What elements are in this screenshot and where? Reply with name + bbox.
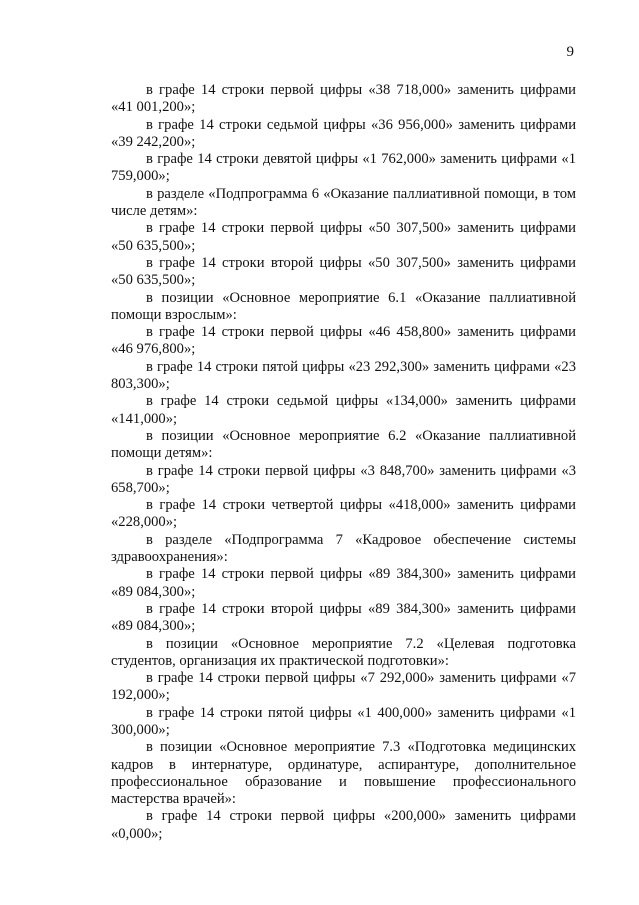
paragraph: в графе 14 строки седьмой цифры «134,000» заменить цифрами «141,000»; xyxy=(111,393,576,427)
paragraph: в позиции «Основное мероприятие 6.2 «Оказание паллиативной помощи детям»: xyxy=(111,427,576,462)
document-body xyxy=(111,82,576,843)
paragraph: в графе 14 строки второй цифры «50 307,500» заменить цифрами «50 635,500»; xyxy=(111,254,576,289)
paragraph: в разделе «Подпрограмма 6 «Оказание паллиативной помощи, в том числе детям»: xyxy=(111,185,576,220)
paragraph: в графе 14 строки пятой цифры «23 292,300» заменить цифрами «23 803,300»; xyxy=(111,358,576,393)
paragraph: в графе 14 строки седьмой цифры «36 956,000» заменить цифрами «39 242,200»; xyxy=(111,116,576,150)
page-number: 9 xyxy=(566,44,574,60)
paragraph: в графе 14 строки четвертой цифры «418,000» заменить цифрами «228,000»; xyxy=(111,497,576,531)
paragraph: в графе 14 строки первой цифры «50 307,500» заменить цифрами «50 635,500»; xyxy=(111,220,576,254)
paragraph: в графе 14 строки первой цифры «38 718,000» заменить цифрами «41 001,200»; xyxy=(111,82,576,116)
paragraph: в графе 14 строки первой цифры «7 292,000» заменить цифрами «7 192,000»; xyxy=(111,670,576,704)
paragraph: в графе 14 строки второй цифры «89 384,300» заменить цифрами «89 084,300»; xyxy=(111,600,576,635)
paragraph: в графе 14 строки девятой цифры «1 762,000» заменить цифрами «1 759,000»; xyxy=(111,151,576,185)
paragraph: в графе 14 строки первой цифры «3 848,700» заменить цифрами «3 658,700»; xyxy=(111,462,576,496)
paragraph: в разделе «Подпрограмма 7 «Кадровое обеспечение системы здравоохранения»: xyxy=(111,531,576,566)
paragraph: в графе 14 строки первой цифры «200,000» заменить цифрами «0,000»; xyxy=(111,808,576,842)
paragraph: в позиции «Основное мероприятие 7.3 «Подготовка медицинских кадров в интернатуре, ординатуре, аспирантуре, дополнительное профессиональное образование и повышение профессионального мастерства врачей»: xyxy=(111,739,576,808)
paragraph: в графе 14 строки первой цифры «89 384,300» заменить цифрами «89 084,300»; xyxy=(111,566,576,600)
paragraph: в позиции «Основное мероприятие 6.1 «Оказание паллиативной помощи взрослым»: xyxy=(111,289,576,323)
paragraph: в графе 14 строки первой цифры «46 458,800» заменить цифрами «46 976,800»; xyxy=(111,324,576,358)
paragraph: в позиции «Основное мероприятие 7.2 «Целевая подготовка студентов, организация их практической подготовки»: xyxy=(111,635,576,669)
paragraph: в графе 14 строки пятой цифры «1 400,000» заменить цифрами «1 300,000»; xyxy=(111,704,576,738)
